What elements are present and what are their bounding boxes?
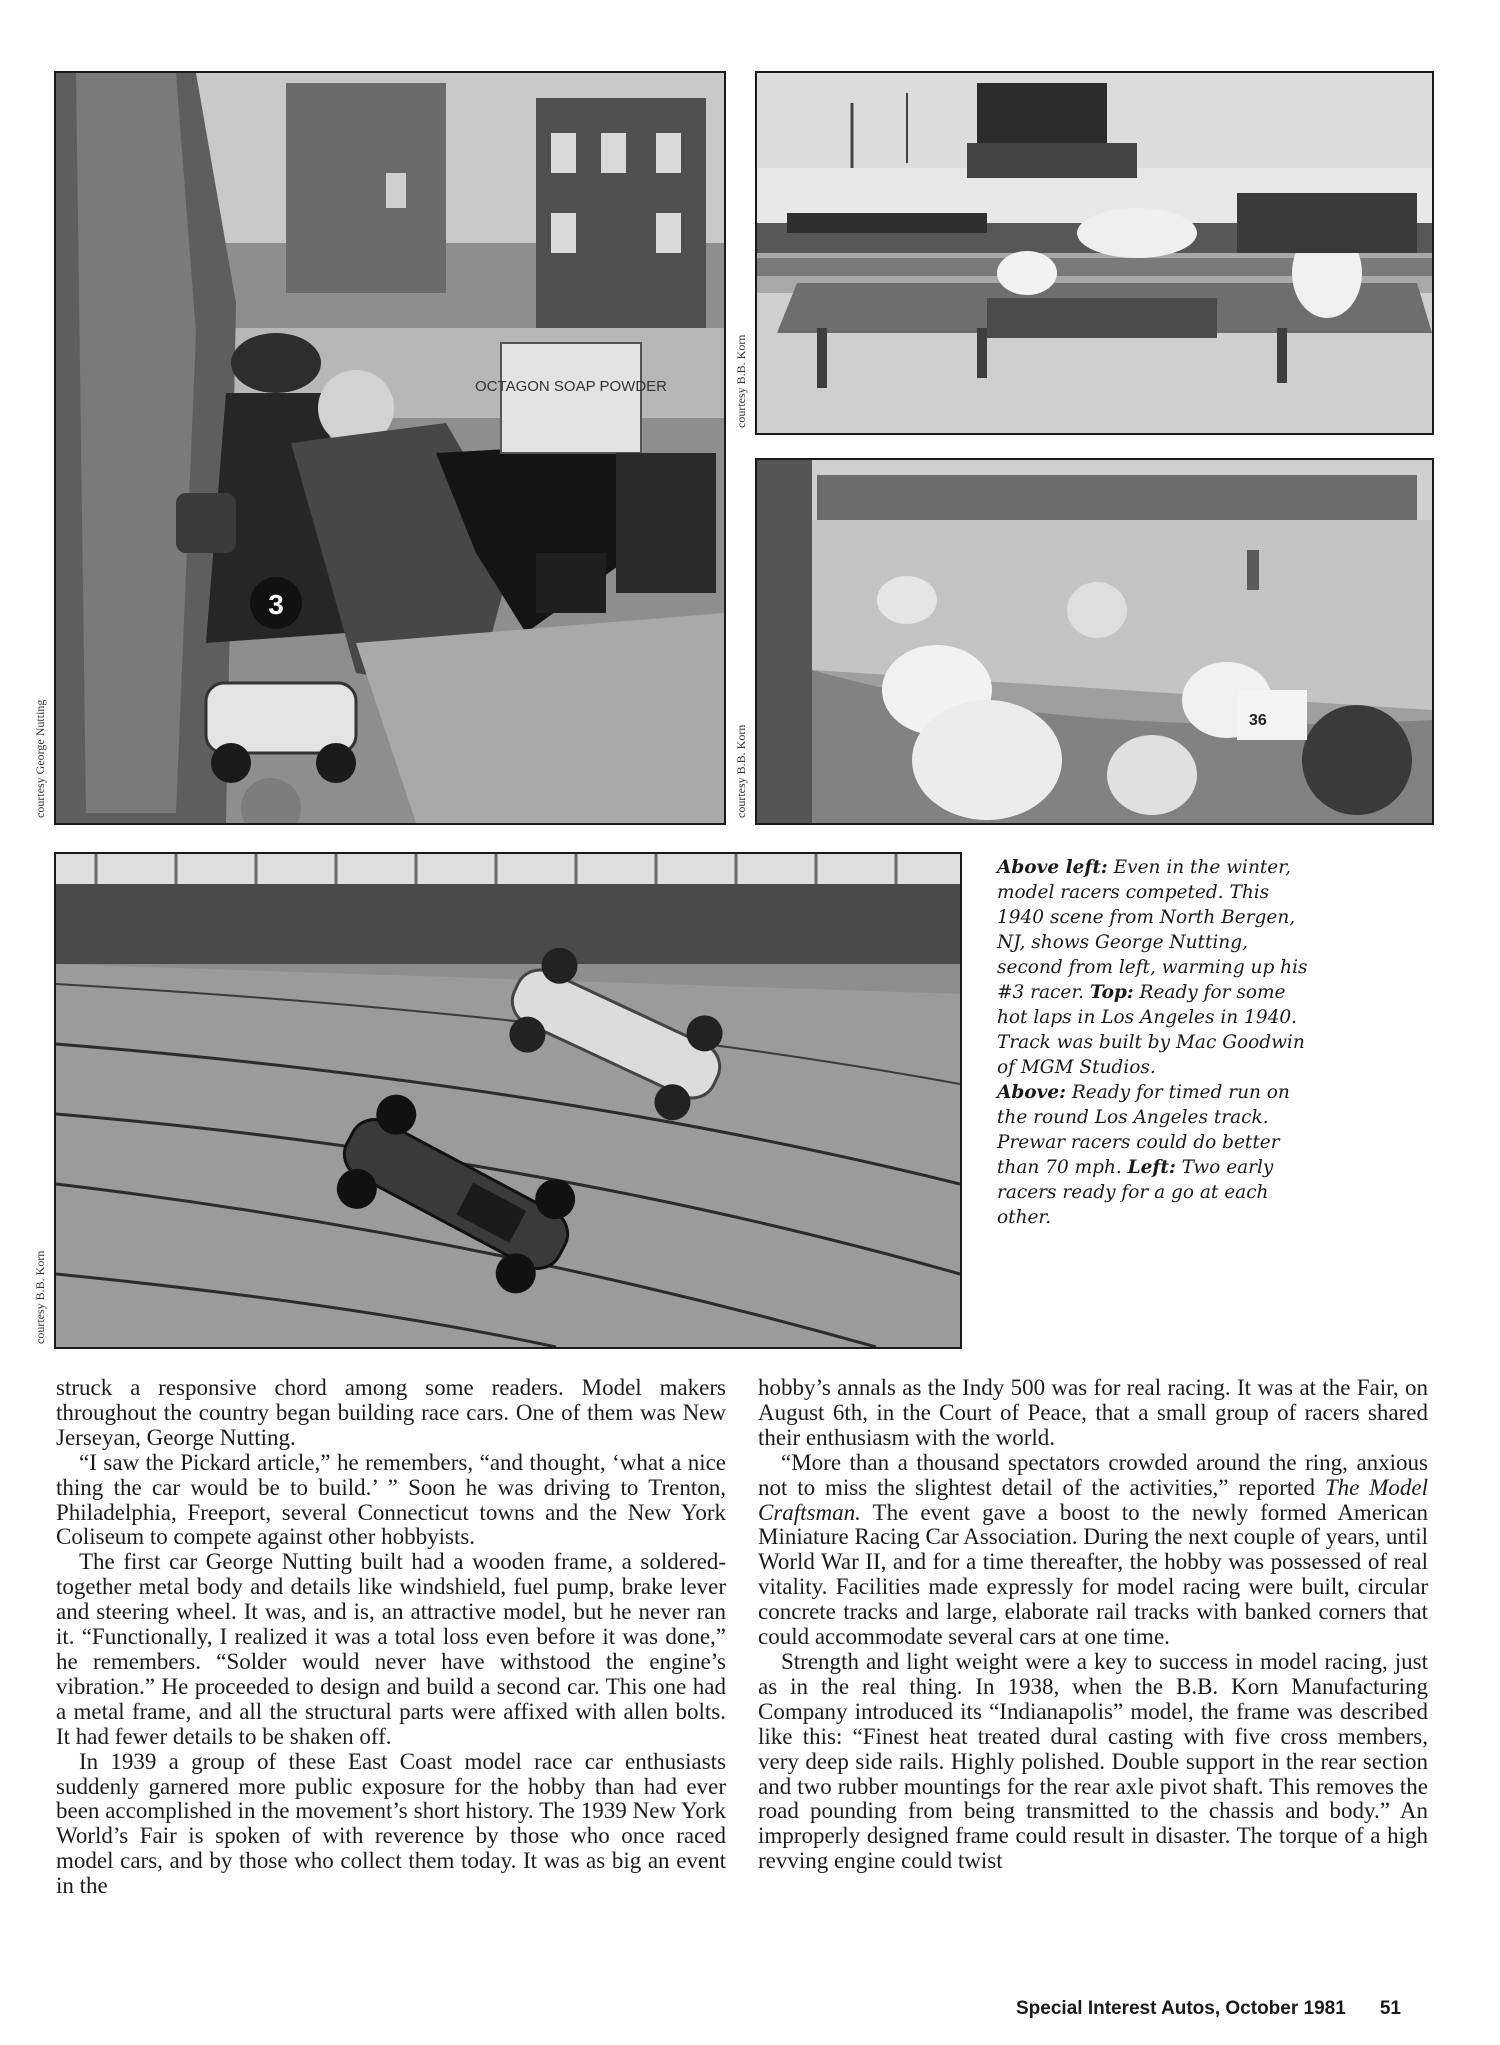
page-footer (1016, 1998, 1401, 2020)
photo-winter-racers (54, 71, 726, 825)
soap-box-label: OCTAGON SOAP POWDER (475, 378, 667, 395)
caption-text-top: Ready for some hot laps in Los Angeles in 1940. Track was built by Mac Goodwin of MGM Studios. (997, 982, 1305, 1078)
caption-text-left: Two early racers ready for a go at each other. (997, 1157, 1274, 1228)
caption-label-left: Left: (1127, 1157, 1176, 1178)
article-paragraph (758, 1451, 1428, 1650)
photo-credit-middle-right: courtesy B.B. Korn (734, 724, 748, 818)
article-paragraph: Strength and light weight were a key to success in model racing, just as in the real thing. In 1938, when the B.B. Korn Manufacturing Company introduced its “Indianapolis” model, the frame was described like this: “Finest heat treated dural casting with five cross members, very deep side rails. Highly polished. Double support in the rear section and two rubber mountings for the rear axle pivot shaft. This removes the road pounding from being transmitted to the chassis and body.” An improperly designed frame could result in disaster. The torque of a high revving engine could twist (758, 1648, 1428, 1874)
track-sign: 36 (1249, 712, 1267, 729)
caption-label-above-left: Above left: (997, 857, 1108, 878)
car-number: 3 (268, 589, 284, 620)
page-number: 51 (1379, 1998, 1401, 2019)
article-paragraph: hobby’s annals as the Indy 500 was for real racing. It was at the Fair, on August 6th, in the Court of Peace, that a small group of racers shared their enthusiasm with the world. (758, 1375, 1428, 1450)
footer-publication: Special Interest Autos, October 1981 (1016, 1998, 1346, 2019)
article-text: “More than a thousand spectators crowded around the ring, anxious not to miss the slightest detail of the activities,” reported (758, 1449, 1428, 1500)
publication-title: The Model Craftsman. (758, 1474, 1429, 1525)
article-text: The event gave a boost to the newly formed American Miniature Racing Car Association. During the next couple of years, until World War II, and for a time thereafter, the hobby was possessed of real vitality. Facilities made expressly for model racing were built, circular concrete tracks and large, elaborate rail tracks with banked corners that could accommodate several cars at one time. (758, 1499, 1428, 1650)
caption-label-above: Above: (997, 1082, 1066, 1103)
article-paragraph: The first car George Nutting built had a wooden frame, a soldered-together metal body and details like windshield, fuel pump, brake lever and steering wheel. It was, and is, an attractive model, but he never ran it. “Functionally, I realized it was a total loss even before it was done,” he remembers. “Solder would never have withstood the engine’s vibration.” He proceeded to design and build a second car. This one had a metal frame, and all the structural parts were affixed with allen bolts. It had fewer details to be shaken off. (56, 1549, 726, 1749)
photo-credit-bottom: courtesy B.B. Korn (33, 1250, 47, 1344)
photo-two-racers (54, 852, 962, 1349)
photo-la-round-track (755, 458, 1434, 825)
photo-caption (997, 855, 1317, 1230)
caption-label-top: Top: (1089, 982, 1134, 1003)
caption-text-above-left: Even in the winter, model racers competed. This 1940 scene from North Bergen, NJ, shows George Nutting, second from left, warming up his #3 racer. (997, 857, 1308, 1003)
article-column-left (56, 1376, 726, 1899)
article-paragraph: In 1939 a group of these East Coast model race car enthusiasts suddenly garnered more public exposure for the hobby than had ever been accomplished in the movement’s short history. The 1939 New York World’s Fair is spoken of with reverence by those who once raced model cars, and by those who collect them today. It was as big an event in the (56, 1748, 726, 1899)
photo-credit-top-right: courtesy B.B. Korn (734, 334, 748, 428)
article-column-right (758, 1376, 1428, 1874)
article-paragraph: “I saw the Pickard article,” he remembers, “and thought, ‘what a nice thing the car would be to build.’ ” Soon he was driving to Trenton, Philadelphia, Freeport, several Connecticut towns and the New York Coliseum to compete against other hobbyists. (56, 1449, 726, 1550)
caption-text-above: Ready for timed run on the round Los Angeles track. Prewar racers could do better than 70 mph. (997, 1082, 1290, 1178)
photo-credit-winter: courtesy George Nutting (33, 699, 47, 818)
photo-la-track-1940 (755, 71, 1434, 435)
article-paragraph: struck a responsive chord among some readers. Model makers throughout the country began building race cars. One of them was New Jerseyan, George Nutting. (56, 1375, 726, 1450)
